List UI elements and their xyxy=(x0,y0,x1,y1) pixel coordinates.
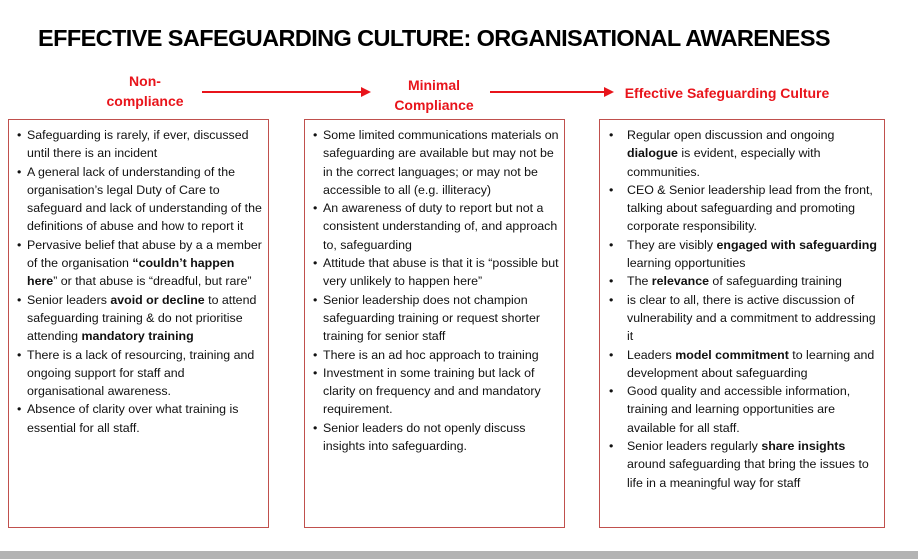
bullet-item xyxy=(313,126,560,199)
bullet-item xyxy=(17,291,264,346)
bullet-text: Leaders xyxy=(627,347,676,362)
bullet-text: Pervasive belief that abuse by a a member of the organisation xyxy=(27,237,262,271)
bullet-emphasis: avoid or decline xyxy=(110,292,205,307)
stage-label-minimal-compliance: Minimal Compliance xyxy=(394,77,474,113)
bullet-item xyxy=(313,254,560,291)
bullet-text: of safeguarding training xyxy=(708,274,842,289)
minimal-compliance-list xyxy=(313,126,560,455)
bullet-text: There is a lack of resourcing, training and ongoing support for staff and organisational awareness. xyxy=(27,347,255,399)
non-compliance-box xyxy=(8,119,269,528)
bullet-item xyxy=(313,199,560,254)
bullet-text: around safeguarding that bring the issues to life in a meaningful way for staff xyxy=(627,457,869,490)
bullet-text: is evident, especially with communities. xyxy=(627,146,821,179)
bullet-text: learning opportunities xyxy=(627,256,746,271)
bullet-item xyxy=(17,400,264,437)
bullet-text: ” or that abuse is “dreadful, but rare” xyxy=(53,274,252,289)
bullet-item xyxy=(17,163,264,236)
bullet-emphasis: relevance xyxy=(651,274,709,289)
bullet-item xyxy=(17,346,264,401)
bullet-text: Senior leaders do not openly discuss insights into safeguarding. xyxy=(323,420,526,454)
bullet-emphasis: dialogue xyxy=(627,146,678,161)
stage-label-effective-culture: Effective Safeguarding Culture xyxy=(624,85,830,101)
bullet-item xyxy=(609,437,880,492)
bullet-text: There is an ad hoc approach to training xyxy=(323,347,539,362)
bullet-text: Attitude that abuse is that it is “possible but very unlikely to happen here” xyxy=(323,256,559,289)
bullet-text: Good quality and accessible information, training and learning opportunities are available for all staff. xyxy=(627,384,851,435)
bullet-text: A general lack of understanding of the organisation’s legal Duty of Care to safeguard and lack of understanding of the definitions of abuse and how to report it xyxy=(27,164,262,234)
bullet-text: is clear to all, there is active discussion of vulnerability and a commitment to addressing it xyxy=(627,292,876,344)
bullet-emphasis: model commitment xyxy=(675,347,789,362)
bullet-text: Senior leaders xyxy=(27,292,111,307)
minimal-compliance-box xyxy=(304,119,565,528)
bullet-emphasis: engaged with safeguarding xyxy=(716,237,877,252)
bullet-item xyxy=(313,291,560,346)
bullet-item xyxy=(609,346,880,383)
bullet-item xyxy=(313,364,560,419)
progression-arrow-icon xyxy=(202,91,362,93)
bullet-text: The xyxy=(627,274,652,289)
bullet-text: Senior leaders regularly xyxy=(627,439,762,454)
bullet-item xyxy=(17,236,264,291)
bullet-text: Regular open discussion and ongoing xyxy=(627,128,835,142)
footer-bar xyxy=(0,551,918,559)
bullet-emphasis: mandatory training xyxy=(81,329,194,344)
stage-label-non-compliance: Non-compliance xyxy=(106,73,184,109)
bullet-item xyxy=(313,346,560,364)
bullet-item xyxy=(17,126,264,163)
bullet-text: Absence of clarity over what training is essential for all staff. xyxy=(27,402,239,435)
bullet-item xyxy=(609,272,880,290)
bullet-text: Safeguarding is rarely, if ever, discussed until there is an incident xyxy=(27,128,249,161)
bullet-text: They are visibly xyxy=(627,237,717,252)
bullet-emphasis: “couldn’t happen here xyxy=(27,256,235,289)
bullet-item xyxy=(609,236,880,273)
bullet-item xyxy=(313,419,560,456)
bullet-item xyxy=(609,291,880,346)
bullet-emphasis: share insights xyxy=(761,439,846,454)
effective-culture-list xyxy=(609,126,880,492)
effective-culture-box xyxy=(599,119,885,528)
bullet-item xyxy=(609,126,880,181)
bullet-text: CEO & Senior leadership lead from the front, talking about safeguarding and promoting corporate responsibility. xyxy=(627,182,873,234)
bullet-text: Investment in some training but lack of clarity on frequency and and mandatory requirement. xyxy=(323,365,541,417)
bullet-text: An awareness of duty to report but not a consistent understanding of, and approach to, safeguarding xyxy=(323,201,558,252)
non-compliance-list xyxy=(17,126,264,437)
bullet-item xyxy=(609,181,880,236)
page-title: EFFECTIVE SAFEGUARDING CULTURE: ORGANISATIONAL AWARENESS xyxy=(38,25,830,51)
bullet-item xyxy=(609,382,880,437)
bullet-text: Some limited communications materials on safeguarding are available but may not be in the correct languages; or may not be accessible to all (e.g. illiteracy) xyxy=(323,128,559,197)
progression-arrow-icon xyxy=(490,91,605,93)
bullet-text: to learning and development about safeguarding xyxy=(627,347,875,380)
bullet-text: Senior leadership does not champion safeguarding training or request shorter training for senior staff xyxy=(323,292,540,344)
bullet-text: to attend safeguarding training & do not prioritise attending xyxy=(27,292,257,344)
